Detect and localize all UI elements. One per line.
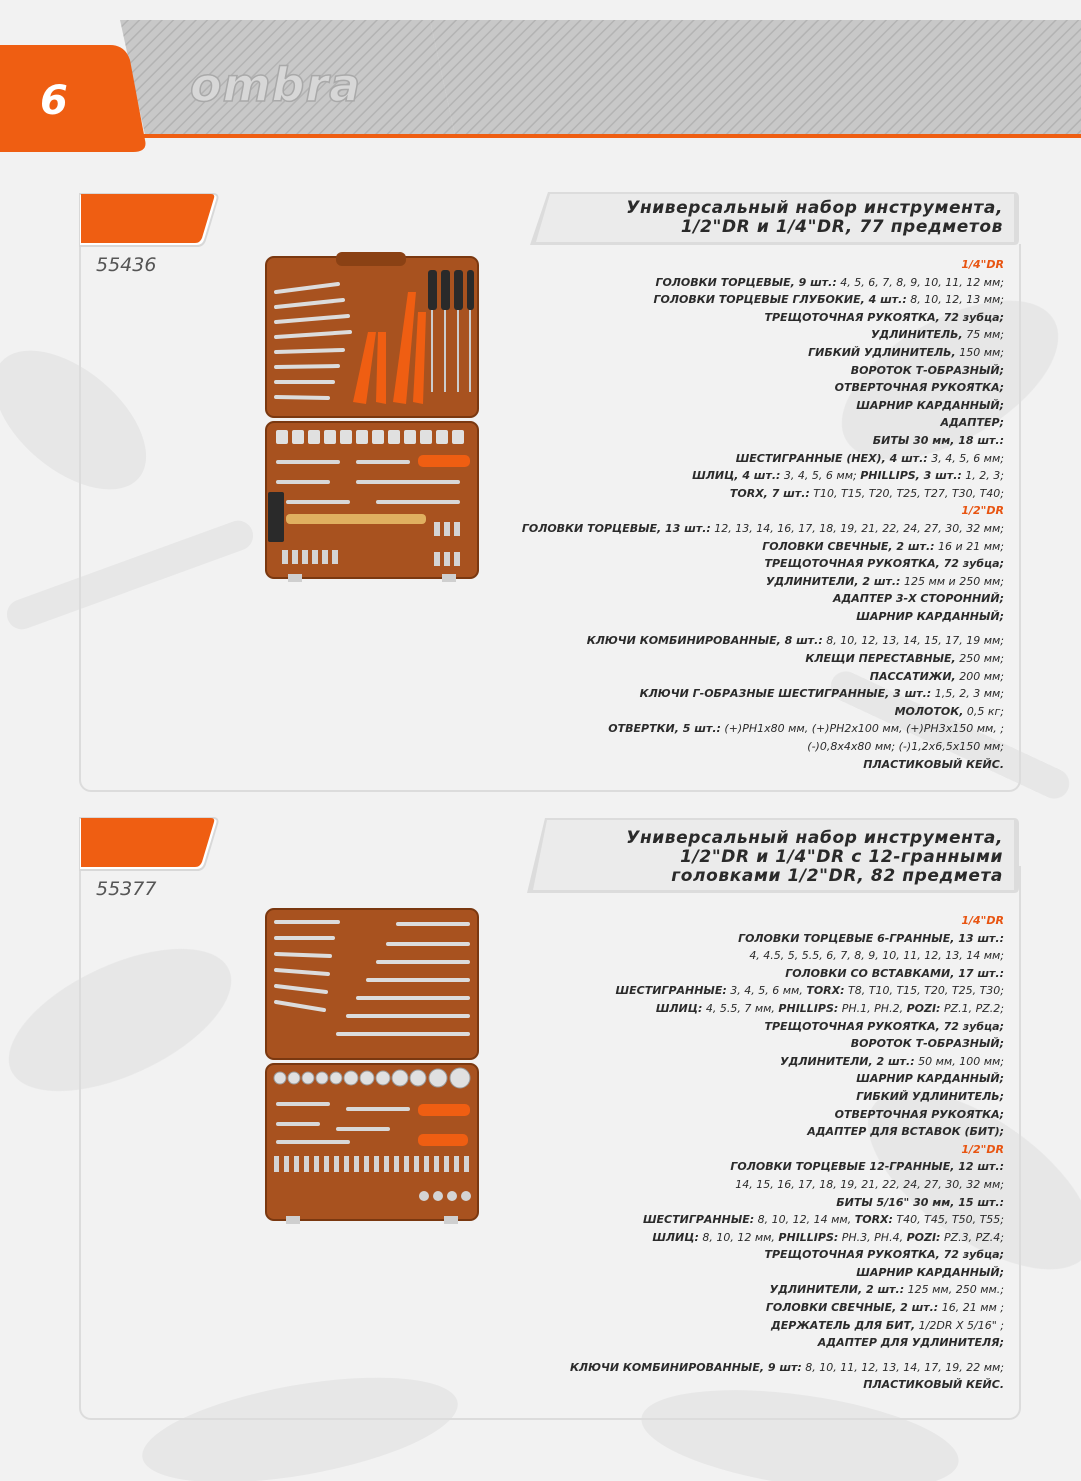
spec-line: УДЛИНИТЕЛИ, 2 шт.: 50 мм, 100 мм; (780, 1054, 1004, 1068)
spec-line: 4, 4.5, 5, 5.5, 6, 7, 8, 9, 10, 11, 12, 13, 14 мм; (749, 949, 1004, 963)
spec-gap (570, 1352, 1004, 1359)
spec-line: ГОЛОВКИ ТОРЦЕВЫЕ, 9 шт.: 4, 5, 6, 7, 8, 9, 10, 11, 12 мм; (655, 275, 1004, 289)
spec-heading: 1/4"DR (961, 914, 1004, 927)
spec-heading: 1/2"DR (961, 504, 1004, 518)
spec-heading: 1/4"DR (961, 258, 1004, 271)
brand-logo: ombra (190, 58, 362, 112)
spec-line: ШАРНИР КАРДАННЫЙ; (856, 398, 1004, 412)
spec-line: ТРЕЩОТОЧНАЯ РУКОЯТКА, 72 зубца; (764, 1019, 1004, 1033)
spec-line: БИТЫ 30 мм, 18 шт.: (872, 433, 1004, 447)
title-line: Универсальный набор инструмента, (626, 828, 1003, 848)
spec-line: ГОЛОВКИ СВЕЧНЫЕ, 2 шт.: 16, 21 мм ; (765, 1301, 1004, 1315)
product-specs-1 (522, 256, 1004, 773)
product-tab-2 (79, 814, 219, 872)
spec-line: ШАРНИР КАРДАННЫЙ; (856, 1265, 1004, 1279)
spec-line: ГОЛОВКИ ТОРЦЕВЫЕ 6-ГРАННЫЕ, 13 шт.: (738, 931, 1004, 945)
spec-line: ШЛИЦ, 4 шт.: 3, 4, 5, 6 мм; PHILLIPS, 3 шт.: 1, 2, 3; (692, 469, 1004, 483)
spec-line: (-)0,8x4x80 мм; (-)1,2x6,5x150 мм; (807, 740, 1004, 754)
spec-line: АДАПТЕР 3-Х СТОРОННИЙ; (832, 592, 1004, 606)
spec-line: ВОРОТОК Т-ОБРАЗНЫЙ; (850, 363, 1004, 377)
tool-case-image-1 (258, 252, 484, 584)
spec-line: УДЛИНИТЕЛИ, 2 шт.: 125 мм и 250 мм; (765, 574, 1004, 588)
spec-line: ШАРНИР КАРДАННЫЙ; (856, 609, 1004, 623)
spec-line: ГОЛОВКИ ТОРЦЕВЫЕ, 13 шт.: 12, 13, 14, 16, 17, 18, 19, 21, 22, 24, 27, 30, 32 мм; (521, 521, 1004, 535)
spec-line: ТРЕЩОТОЧНАЯ РУКОЯТКА, 72 зубца; (764, 557, 1004, 571)
spec-line: ГОЛОВКИ СВЕЧНЫЕ, 2 шт.: 16 и 21 мм; (762, 539, 1004, 553)
product-tab-1 (79, 190, 219, 248)
spec-line: КЛЮЧИ КОМБИНИРОВАННЫЕ, 9 шт: 8, 10, 11, 12, 13, 14, 17, 19, 22 мм; (569, 1360, 1004, 1374)
spec-line: БИТЫ 5/16" 30 мм, 15 шт.: (836, 1195, 1004, 1209)
spec-line: ОТВЕРТОЧНАЯ РУКОЯТКА; (834, 381, 1004, 395)
product-title-1 (626, 199, 1003, 237)
page-number: 6 (40, 78, 68, 124)
spec-line: УДЛИНИТЕЛИ, 2 шт.: 125 мм, 250 мм.; (769, 1283, 1004, 1297)
spec-line: УДЛИНИТЕЛЬ, 75 мм; (870, 328, 1004, 342)
spec-line: ГОЛОВКИ СО ВСТАВКАМИ, 17 шт.: (785, 966, 1004, 980)
tool-case-image-2 (258, 904, 484, 1226)
title-line: 1/2"DR и 1/4"DR, 77 предметов (680, 217, 1003, 237)
product-code-2: 55377 (96, 878, 157, 900)
spec-line: ШАРНИР КАРДАННЫЙ; (856, 1072, 1004, 1086)
title-line: 1/2"DR и 1/4"DR с 12-гранными (680, 847, 1003, 867)
spec-line: ПЛАСТИКОВЫЙ КЕЙС. (863, 757, 1004, 771)
spec-line: МОЛОТОК, 0,5 кг; (894, 704, 1004, 718)
spec-line: КЛЮЧИ КОМБИНИРОВАННЫЕ, 8 шт.: 8, 10, 12, 13, 14, 15, 17, 19 мм; (586, 634, 1004, 648)
spec-gap (522, 625, 1004, 632)
spec-line: ТРЕЩОТОЧНАЯ РУКОЯТКА, 72 зубца; (764, 310, 1004, 324)
spec-line: ГОЛОВКИ ТОРЦЕВЫЕ 12-ГРАННЫЕ, 12 шт.: (730, 1160, 1004, 1174)
spec-line: ШЕСТИГРАННЫЕ: 8, 10, 12, 14 мм, TORX: T40, T45, T50, T55; (642, 1213, 1004, 1227)
spec-line: ПАССАТИЖИ, 200 мм; (869, 669, 1004, 683)
spec-line: ВОРОТОК Т-ОБРАЗНЫЙ; (850, 1037, 1004, 1051)
spec-line: ДЕРЖАТЕЛЬ ДЛЯ БИТ, 1/2DR X 5/16" ; (770, 1318, 1004, 1332)
spec-line: ШЕСТИГРАННЫЕ: 3, 4, 5, 6 мм, TORX: T8, T10, T15, T20, T25, T30; (615, 984, 1004, 998)
title-line: Универсальный набор инструмента, (626, 198, 1003, 218)
spec-line: КЛЮЧИ Г-ОБРАЗНЫЕ ШЕСТИГРАННЫЕ, 3 шт.: 1,5, 2, 3 мм; (639, 687, 1004, 701)
spec-line: ШЕСТИГРАННЫЕ (HEX), 4 шт.: 3, 4, 5, 6 мм; (735, 451, 1004, 465)
product-title-2 (626, 829, 1003, 886)
product-specs-2 (570, 912, 1004, 1394)
spec-line: ОТВЕРТОЧНАЯ РУКОЯТКА; (834, 1107, 1004, 1121)
spec-line: ПЛАСТИКОВЫЙ КЕЙС. (863, 1378, 1004, 1392)
spec-line: ГИБКИЙ УДЛИНИТЕЛЬ, 150 мм; (808, 345, 1004, 359)
title-line: головками 1/2"DR, 82 предмета (671, 866, 1003, 886)
spec-line: 14, 15, 16, 17, 18, 19, 21, 22, 24, 27, 30, 32 мм; (735, 1177, 1004, 1191)
product-code-1: 55436 (96, 254, 157, 276)
spec-line: TORX, 7 шт.: T10, T15, T20, T25, T27, T30, T40; (729, 486, 1004, 500)
spec-line: ШЛИЦ: 4, 5.5, 7 мм, PHILLIPS: PH.1, PH.2, POZI: PZ.1, PZ.2; (655, 1001, 1004, 1015)
spec-line: ТРЕЩОТОЧНАЯ РУКОЯТКА, 72 зубца; (764, 1248, 1004, 1262)
spec-line: ГОЛОВКИ ТОРЦЕВЫЕ ГЛУБОКИЕ, 4 шт.: 8, 10, 12, 13 мм; (653, 293, 1004, 307)
spec-line: АДАПТЕР ДЛЯ УДЛИНИТЕЛЯ; (817, 1336, 1004, 1350)
spec-line: ГИБКИЙ УДЛИНИТЕЛЬ; (856, 1089, 1004, 1103)
spec-line: ШЛИЦ: 8, 10, 12 мм, PHILLIPS: PH.3, PH.4, POZI: PZ.3, PZ.4; (652, 1230, 1004, 1244)
spec-line: АДАПТЕР ДЛЯ ВСТАВОК (БИТ); (807, 1125, 1004, 1139)
spec-line: ОТВЕРТКИ, 5 шт.: (+)PH1x80 мм, (+)PH2x100 мм, (+)PH3x150 мм, ; (608, 722, 1004, 736)
spec-heading: 1/2"DR (961, 1142, 1004, 1156)
spec-line: КЛЕЩИ ПЕРЕСТАВНЫЕ, 250 мм; (805, 652, 1004, 666)
spec-line: АДАПТЕР; (940, 416, 1004, 430)
